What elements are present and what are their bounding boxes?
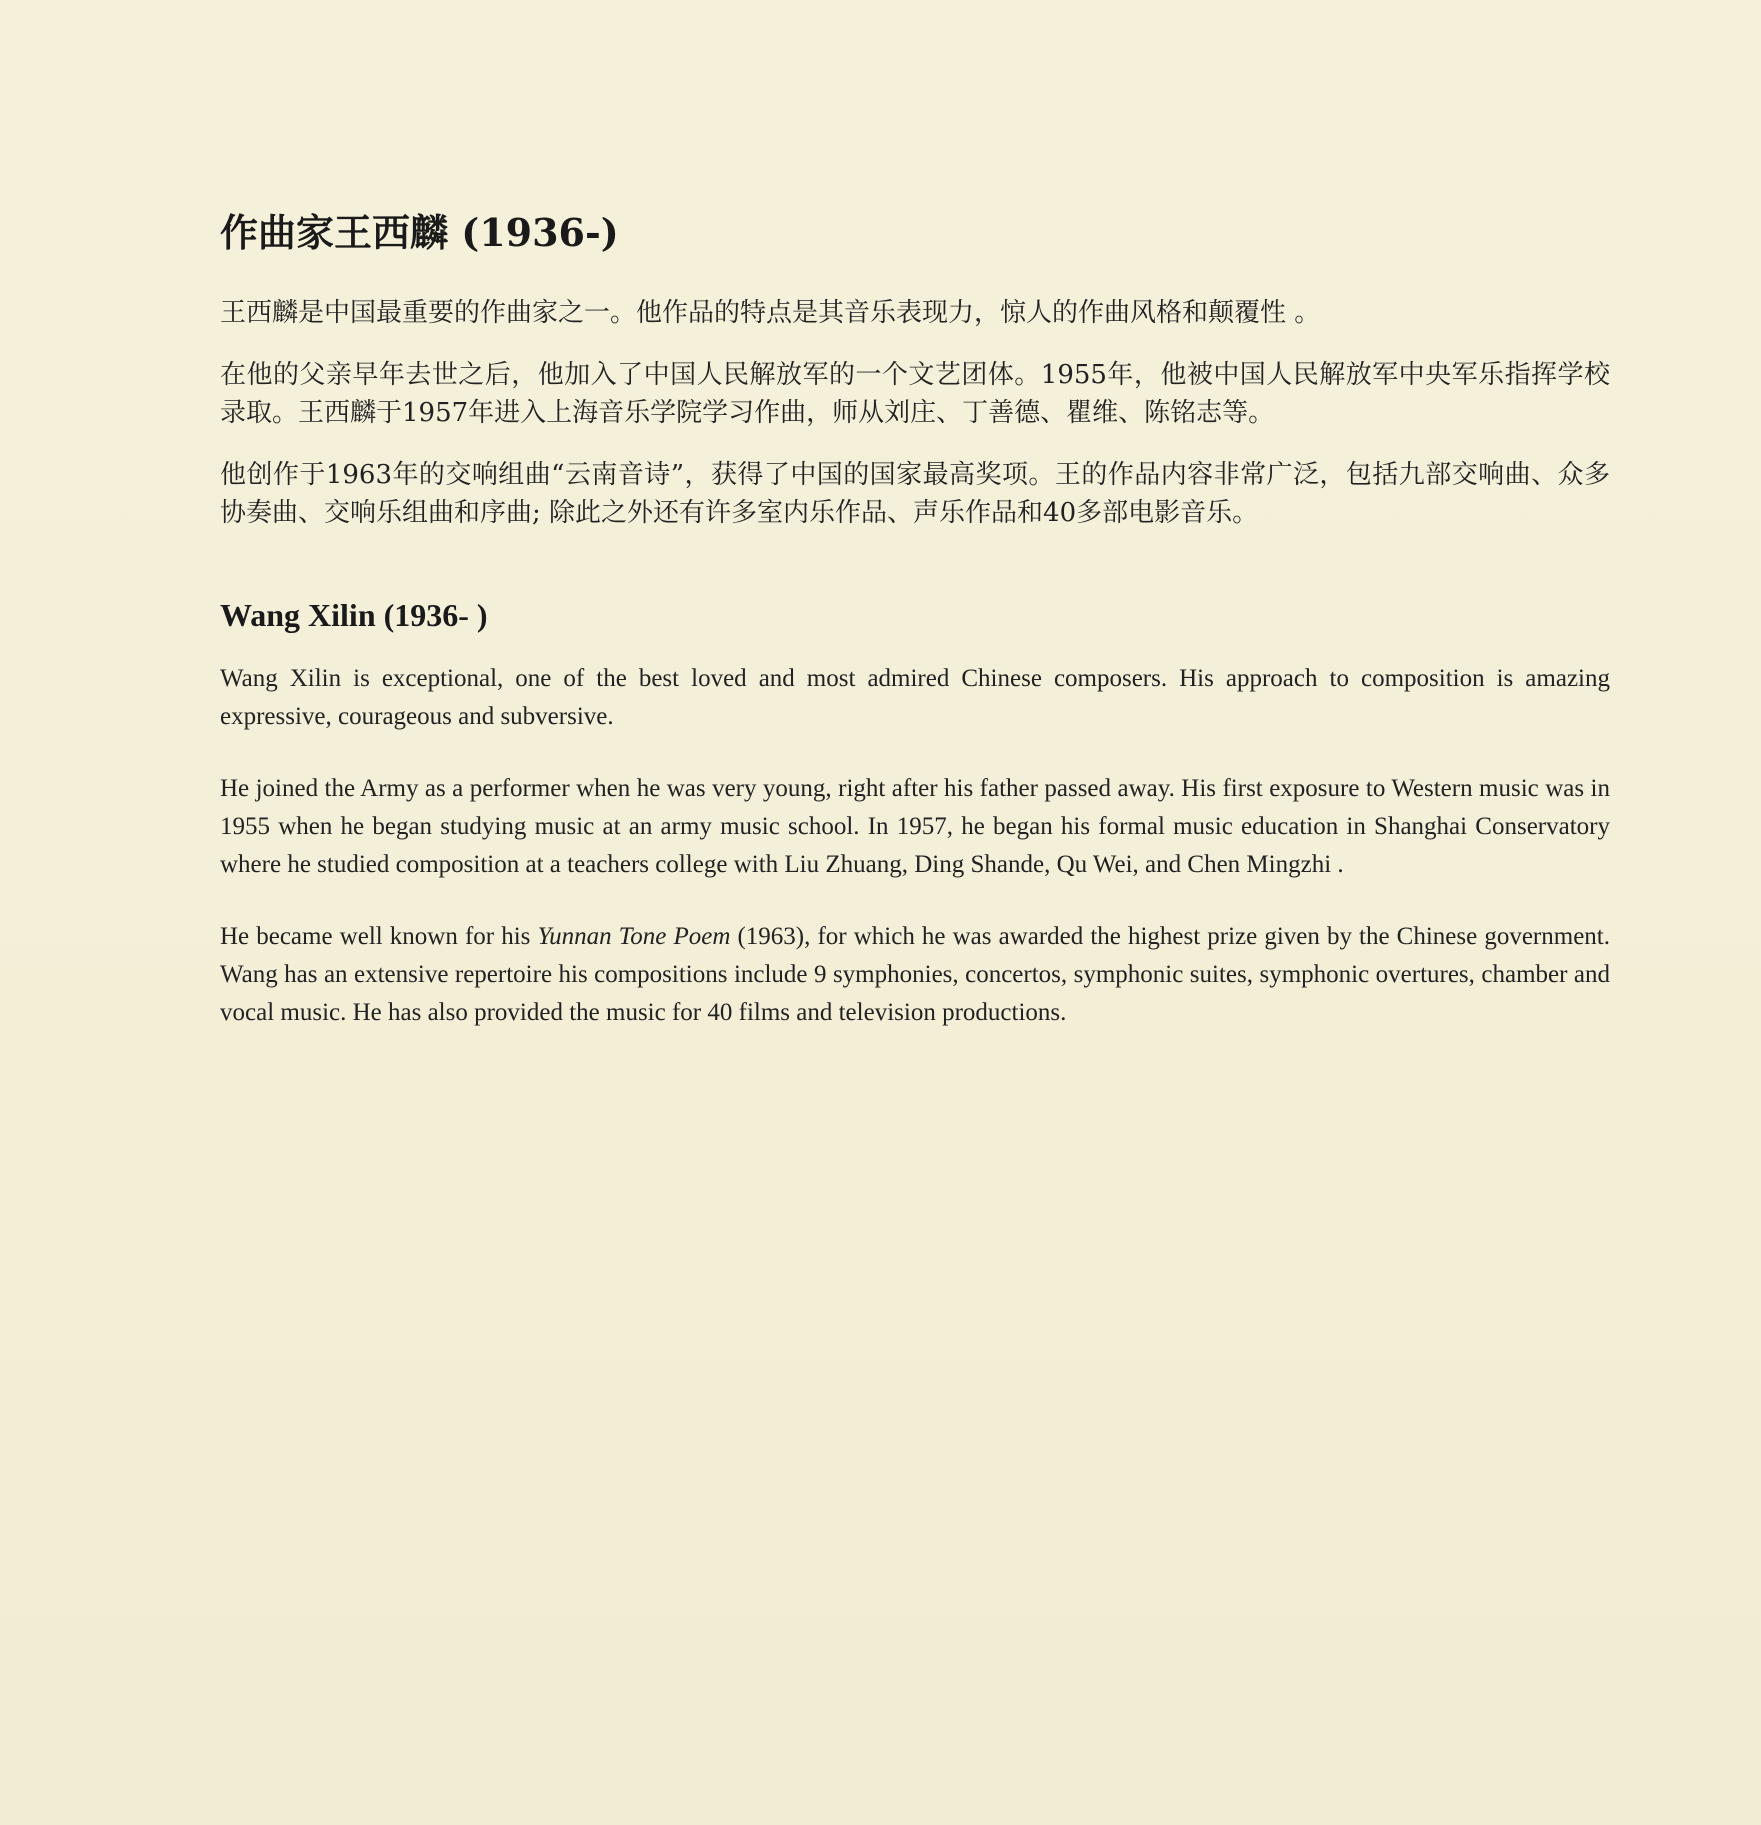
- english-title: Wang Xilin (1936- ): [220, 596, 488, 633]
- chinese-paragraph-1: 王西麟是中国最重要的作曲家之一。他作品的特点是其音乐表现力，惊人的作曲风格和颠覆性 。: [220, 297, 1321, 328]
- chinese-title: 作曲家王西麟 (1936-): [220, 210, 619, 255]
- english-paragraph-2: He joined the Army as a performer when he was very young, right after his father passed away. His first exposure to Western music was in 1955 when he began studying music at an army music school. In 1957, he began his formal music education in Shanghai Conservatory where he studied composition at a teachers college with Liu Zhuang, Ding Shande, Qu Wei, and Chen Mingzhi .: [220, 774, 1610, 878]
- english-paragraph-3: [220, 918, 1610, 1032]
- exhibit-text-panel: [220, 210, 1610, 1066]
- chinese-paragraph-3: 他创作于1963年的交响组曲“云南音诗”，获得了中国的国家最高奖项。王的作品内容非常广泛，包括九部交响曲、众多协奏曲、交响乐组曲和序曲; 除此之外还有许多室内乐作品、声乐作品和40多部电影音乐。: [220, 459, 1610, 528]
- english-paragraph-3-lead: He became well known for his: [220, 922, 538, 950]
- english-paragraph-1: Wang Xilin is exceptional, one of the best loved and most admired Chinese composers. His approach to composition is amazing expressive, courageous and subversive.: [220, 664, 1610, 730]
- english-paragraph-3-rest: (1963), for which he was awarded the highest prize given by the Chinese government. Wang has an extensive repertoire his compositions include 9 symphonies, concertos, symphonic suites, symphonic overtures, chamber and vocal music. He has also provided the music for 40 films and television productions.: [220, 922, 1610, 1026]
- work-title-italic: Yunnan Tone Poem: [537, 922, 731, 950]
- chinese-paragraph-2: 在他的父亲早年去世之后，他加入了中国人民解放军的一个文艺团体。1955年，他被中国人民解放军中央军乐指挥学校录取。王西麟于1957年进入上海音乐学院学习作曲，师从刘庄、丁善德、瞿维、陈铭志等。: [220, 359, 1610, 428]
